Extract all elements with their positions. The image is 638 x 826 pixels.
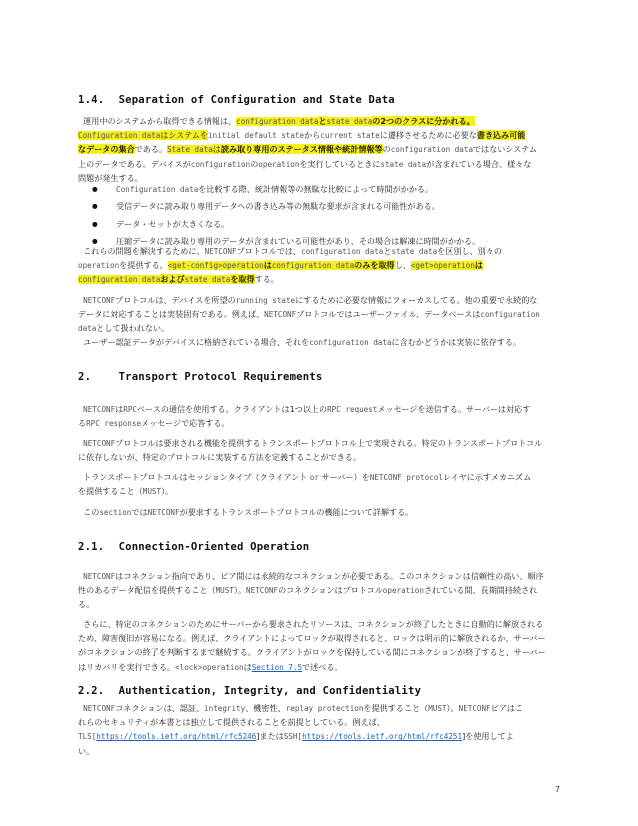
text: 、機密性、 <box>245 703 286 713</box>
text: として扱われない。 <box>96 323 170 334</box>
code-term: state data <box>391 247 438 256</box>
text: レイヤに示すメカニズム <box>442 472 532 482</box>
text: プロトコルは、デバイスを所望の <box>115 295 236 305</box>
text: のコネクションはプロトコル <box>278 585 383 596</box>
text: 問題が発生する。 <box>78 172 143 183</box>
paragraph-sec14-4 <box>78 335 564 349</box>
text: の <box>382 144 391 155</box>
section-title: Transport Protocol Requirements <box>118 371 323 383</box>
section-heading-2 <box>78 371 323 383</box>
text: る <box>78 418 87 429</box>
text: データ・セットが大きくなる。 <box>116 218 230 229</box>
section-heading-2-2 <box>78 685 421 697</box>
text: を提供すること（ <box>363 703 429 713</box>
rfc4251-link[interactable]: https://tools.ietf.org/html/rfc4251 <box>302 732 463 742</box>
highlight-text: は <box>474 260 483 271</box>
text: ）。 <box>161 486 174 497</box>
text: 受信データに読み取り専用データへの書き込み等の無駄な要求が含まれる可能性がある。 <box>116 201 440 212</box>
code-term: current state <box>320 131 380 141</box>
highlight-text: は <box>212 144 221 155</box>
code-term: integrity <box>204 704 246 713</box>
text: メッセージで応答する。 <box>140 418 230 429</box>
highlight-text: はシステムを <box>160 130 209 141</box>
text: に含むかどうかは実装に依存する。 <box>391 337 522 347</box>
bracket: [ <box>297 732 303 742</box>
list-item <box>92 216 562 233</box>
section-heading-2-1 <box>78 541 309 553</box>
highlight-text: は <box>263 260 272 271</box>
code-term: data <box>78 324 97 334</box>
text: トランスポートプロトコルはセッションタイプ（クライアント <box>83 472 310 482</box>
text: し、 <box>394 260 411 271</box>
code-term: NETCONF <box>83 704 116 713</box>
code-term: MUST <box>215 586 234 596</box>
highlight-term: state data <box>184 275 231 285</box>
highlight-term: <get>operation <box>410 261 475 271</box>
code-term: operation <box>78 261 120 271</box>
code-term: running state <box>235 296 296 305</box>
code-term: NETCONF <box>83 572 116 581</box>
code-term: state data <box>380 159 427 169</box>
code-term: or <box>309 473 320 482</box>
section-title: Separation of Configuration and State Data <box>118 94 395 106</box>
text: にするために必要な情報にフォーカスしてる。他の重要で永続的な <box>295 295 538 305</box>
list-item <box>92 181 562 198</box>
text: が含まれている場合、様々な <box>426 158 532 169</box>
text: ）。 <box>233 585 247 596</box>
code-term: configuration data <box>309 338 392 347</box>
highlight-term: configuration data <box>271 261 355 271</box>
code-term: operation <box>258 159 300 169</box>
code-term: section <box>99 508 132 517</box>
text: ユーザー認証データがデバイスに格納されている場合、それを <box>83 337 310 347</box>
code-term: NETCONF <box>264 310 297 320</box>
paragraph-sec21-2 <box>78 617 564 674</box>
code-term: NETCONF <box>83 439 116 448</box>
section-number: 1.4. <box>78 94 105 106</box>
section-heading-1-4 <box>78 94 395 106</box>
text: はリカバリを実行できる。 <box>78 661 176 672</box>
list-item <box>92 198 562 215</box>
text: から <box>304 130 321 141</box>
rfc5246-link[interactable]: https://tools.ietf.org/html/rfc5246 <box>96 732 257 742</box>
code-term: configuration data <box>390 145 474 155</box>
highlight-text: なデータの集合 <box>78 144 135 155</box>
highlight-text: と <box>318 116 327 126</box>
text: ピアはこ <box>490 703 524 713</box>
code-term: NETCONF <box>246 586 279 596</box>
text: と <box>383 246 392 256</box>
highlight-text: の2つのクラスに分かれる。 <box>372 116 475 126</box>
code-term: MUST <box>142 487 162 497</box>
section-title: Authentication, Integrity, and Confidentiality <box>118 685 422 697</box>
code-term: operation <box>382 586 424 596</box>
text: を提供すること（ <box>78 486 143 497</box>
text: は <box>243 661 252 672</box>
paragraph-sec2-3 <box>78 470 564 498</box>
code-term: NETCONF <box>204 247 237 256</box>
code-term: SSH <box>283 732 298 742</box>
text: を区別し、別々の <box>437 246 502 256</box>
text: さらに、特定のコネクションのためにサーバーから要求されたリソースは、コネクションが終了したときに自動的に解放される <box>83 619 544 629</box>
code-term: <lock>operation <box>175 662 244 672</box>
highlight-text: 書き込み可能 <box>476 130 526 141</box>
text: データに対応することは実装固有である。例えば、 <box>78 309 265 320</box>
highlight-term: configuration data <box>78 275 161 285</box>
highlight-term: <get-config>operation <box>167 261 264 271</box>
text: に遷移させるために必要な <box>379 130 477 141</box>
text: されている間、長期間持続され <box>423 585 538 596</box>
highlight-term: state data <box>326 117 373 126</box>
text: れらのセキュリティが本書とは独立して提供されることを前提としている。例えば、 <box>78 717 385 728</box>
text: この <box>83 507 100 517</box>
code-term: configuration <box>190 159 251 169</box>
text: ため、障害復旧が容易になる。例えば、クライアントによってロックが取得されると、ロックは明示的に解放されるか、サーバー <box>78 633 546 644</box>
text: が要求するトランスポートプロトコルの機能について詳解する。 <box>179 507 414 517</box>
paragraph-sec2-2 <box>78 436 564 464</box>
text: は <box>115 404 124 414</box>
paragraph-sec2-4 <box>78 505 564 519</box>
code-term: replay protection <box>285 704 364 713</box>
text: を提供する。 <box>119 260 168 271</box>
text: を実行しているときに <box>299 158 381 169</box>
text: ]を使用してよ <box>462 731 514 742</box>
paragraph-sec14-3 <box>78 293 564 336</box>
paragraph-sec2-1 <box>78 402 564 430</box>
text: で述べる。 <box>302 661 343 672</box>
text: を比較する際、統計情報等の無駄な比較によって時間がかかる。 <box>198 184 434 194</box>
code-term: MUST <box>428 704 447 713</box>
paragraph-sec21-1 <box>78 569 564 612</box>
highlight-term: State data <box>167 145 213 155</box>
text: ベースの通信を使用する。クライアントは1つ以上の <box>137 404 328 414</box>
code-term: NETCONF <box>83 405 116 414</box>
text: では <box>131 507 148 517</box>
text: サーバー）を <box>319 472 370 482</box>
code-term: initial default state <box>208 131 305 141</box>
text: 性のあるデータ配信を提供すること（ <box>78 585 216 596</box>
section-number: 2. <box>78 371 92 383</box>
page-number: 7 <box>555 785 560 794</box>
code-term: RPC response <box>86 419 141 429</box>
section-number: 2.2. <box>78 685 105 697</box>
bullet-list <box>92 181 562 251</box>
text: に依存しないが、特定のプロトコルに実装する方法を定義することができる。 <box>78 452 361 463</box>
text: メッセージを送信する。サーバーは対応す <box>377 404 531 414</box>
code-term: NETCONF <box>147 508 180 517</box>
text: ]または <box>256 731 284 742</box>
highlight-text: のみを取得 <box>354 260 395 271</box>
code-term: RPC request <box>327 405 378 414</box>
code-term: configuration <box>480 310 540 320</box>
text: ）。 <box>446 703 459 713</box>
highlight-term: configuration data <box>236 117 319 126</box>
text: る。 <box>78 599 95 610</box>
section-number: 2.1. <box>78 541 105 553</box>
text: の <box>250 158 259 169</box>
code-term: NETCONF <box>458 704 491 713</box>
text: プロトコルは要求される機能を提供するトランスポートプロトコル上で実現される。特定のトランスポートプロトコル <box>115 438 543 448</box>
highlight-term: Configuration data <box>78 131 161 141</box>
highlight-text: 読み取り専用のステータス情報や統計情報等 <box>220 144 383 155</box>
text: プロトコルでは、 <box>236 246 302 256</box>
text: 運用中のシステムから取得できる情報は、 <box>83 116 237 126</box>
text: 圧縮データに読み取り専用のデータが含まれている可能性があり、その場合は解凍に時間がかかる。 <box>116 236 481 247</box>
text: プロトコルではユーザーファイル、データベースは <box>296 309 481 320</box>
code-term: TLS <box>78 732 92 742</box>
text: い。 <box>78 745 95 756</box>
text: ではないシステム <box>473 144 537 155</box>
text: コネクションは、認証、 <box>115 703 205 713</box>
text: である。 <box>134 144 168 155</box>
text: がコネクションの終了を判断するまで継続する。クライアントがロックを保持している間にコネクションが終了すると、サーバー <box>78 647 546 658</box>
code-term: RPC <box>123 405 137 414</box>
section-7-5-link[interactable]: Section 7.5 <box>251 662 303 672</box>
paragraph-sec14-2 <box>78 244 564 287</box>
code-term: NETCONF <box>83 296 116 305</box>
highlight-text: を取得 <box>230 274 255 285</box>
code-term: Configuration data <box>116 185 199 194</box>
bracket: [ <box>91 732 97 742</box>
paragraph-sec14-1 <box>78 114 564 185</box>
text: 上のデータである。デバイスが <box>78 158 191 169</box>
code-term: NETCONF protocol <box>369 473 443 482</box>
paragraph-sec22-1 <box>78 701 564 758</box>
section-title: Connection-Oriented Operation <box>118 541 310 553</box>
highlight-text: および <box>160 274 185 285</box>
text: はコネクション指向であり、ピア間には永続的なコネクションが必要である。このコネクションは信頼性の高い、順序 <box>115 571 544 581</box>
code-term: configuration data <box>301 247 384 256</box>
text: これらの問題を解決するために、 <box>83 246 205 256</box>
text: する。 <box>254 274 279 285</box>
